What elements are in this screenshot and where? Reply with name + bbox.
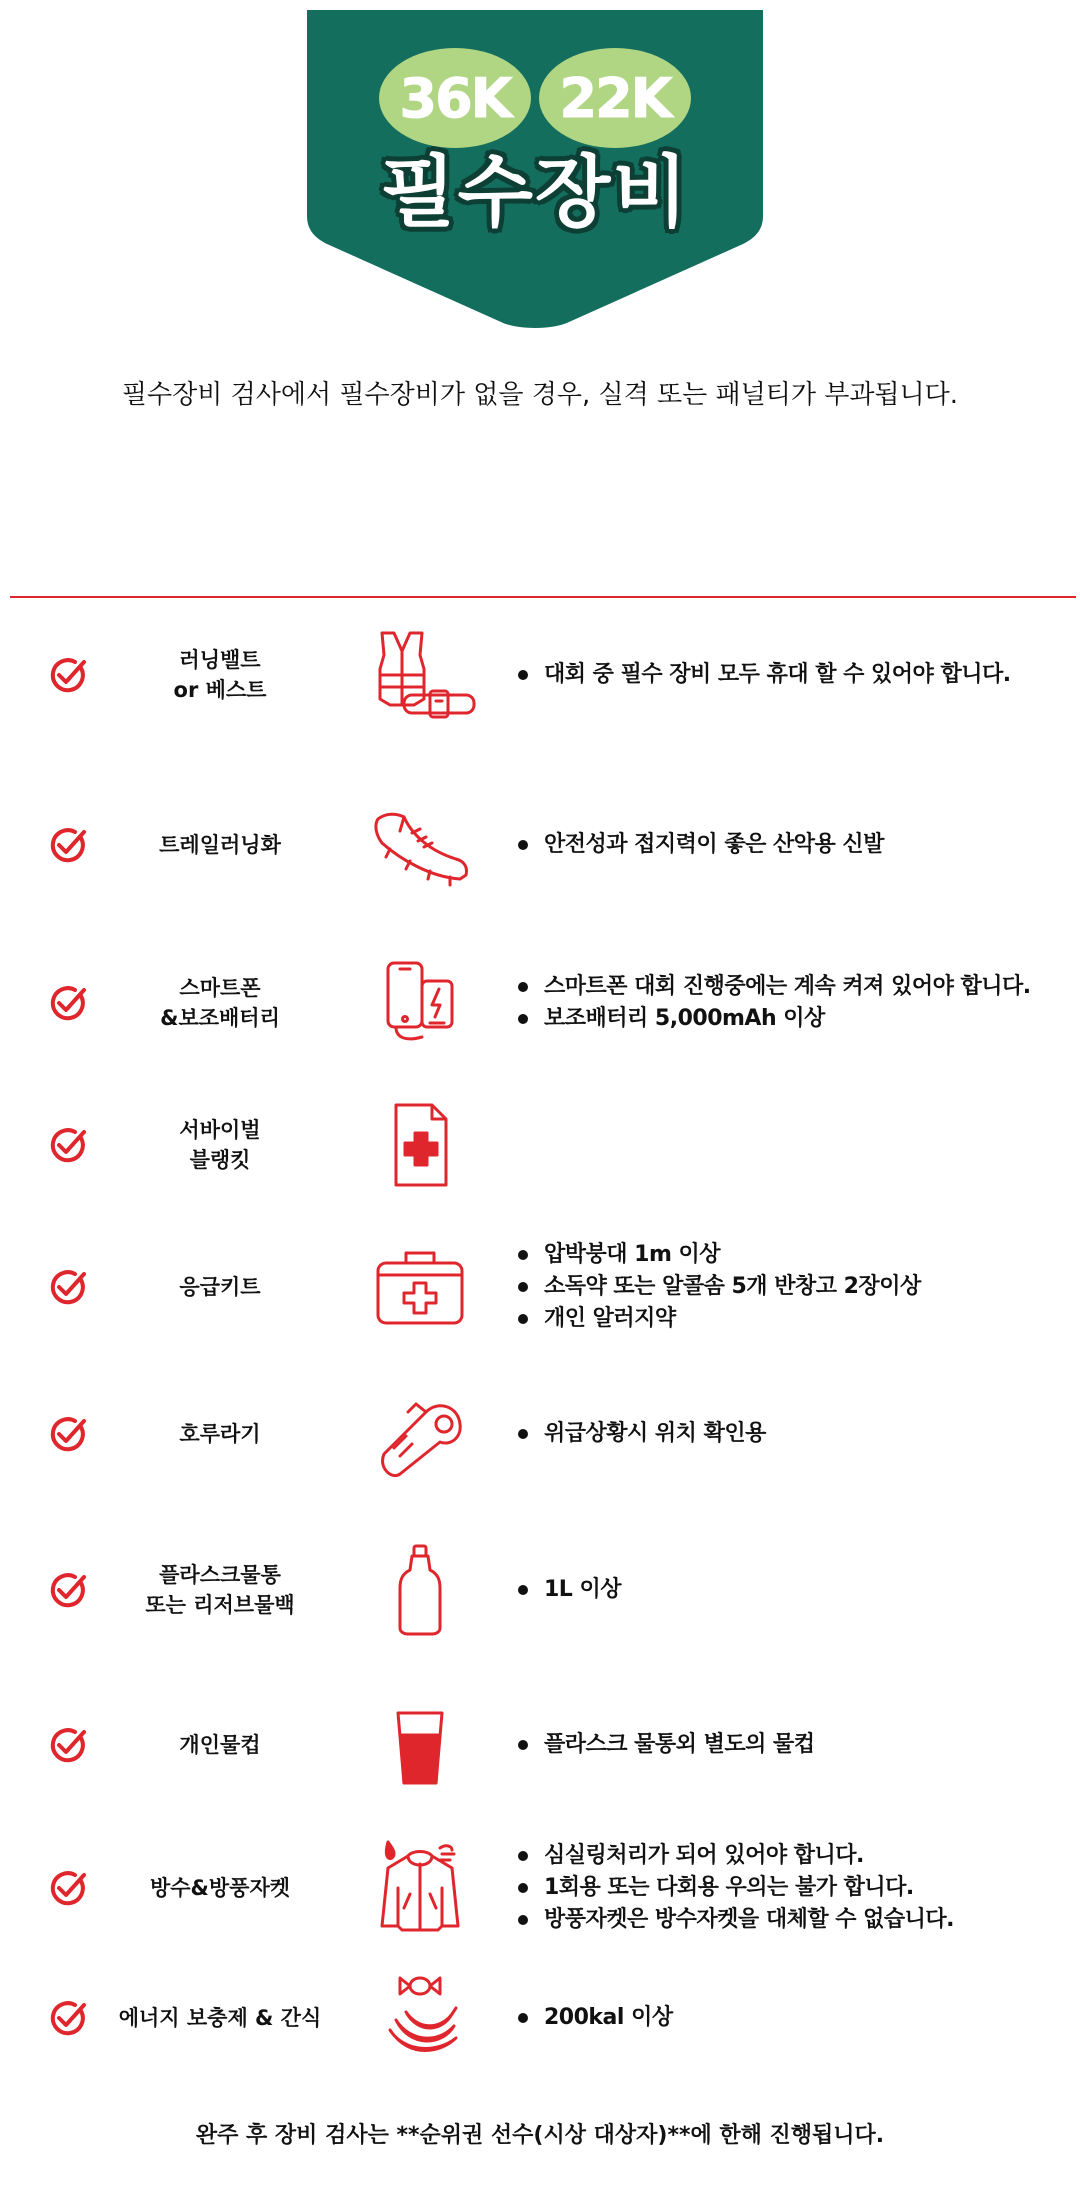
header-badge xyxy=(307,10,763,332)
equipment-name xyxy=(100,1419,340,1449)
equipment-note: 소독약 또는 알콜솜 5개 반창고 2장이상 xyxy=(518,1271,1058,1303)
checkmark-icon xyxy=(48,1998,88,2038)
equipment-notes xyxy=(518,971,1058,1035)
equipment-name-line: 방수&방풍자켓 xyxy=(149,1876,291,1900)
equipment-note: 개인 알러지약 xyxy=(518,1303,1058,1335)
checkmark-icon xyxy=(48,1125,88,1165)
running-vest-belt-icon xyxy=(360,625,480,725)
equipment-name-line: 서바이벌 xyxy=(179,1118,261,1142)
equipment-name xyxy=(100,1873,340,1903)
trail-shoe-icon xyxy=(360,795,480,895)
equipment-note: 방풍자켓은 방수자켓을 대체할 수 없습니다. xyxy=(518,1904,1058,1936)
equipment-note: 스마트폰 대회 진행중에는 계속 켜져 있어야 합니다. xyxy=(518,971,1058,1003)
equipment-name-line: 플라스크물통 xyxy=(159,1563,281,1587)
candy-banana-icon xyxy=(360,1968,480,2068)
equipment-note: 심실링처리가 되어 있어야 합니다. xyxy=(518,1840,1058,1872)
flask-bottle-icon xyxy=(360,1540,480,1640)
equipment-name-line: 스마트폰 xyxy=(179,976,261,1000)
page-title: 필수장비 xyxy=(380,148,690,238)
cup-icon xyxy=(360,1695,480,1795)
checkmark-icon xyxy=(48,1414,88,1454)
distance-badge-22k: 22K xyxy=(539,48,691,148)
whistle-icon xyxy=(360,1384,480,1484)
equipment-notes xyxy=(518,1574,1058,1606)
equipment-notes xyxy=(518,1729,1058,1761)
waterproof-jacket-icon xyxy=(360,1838,480,1938)
distance-badge-36k: 36K xyxy=(379,48,531,148)
equipment-name xyxy=(100,1730,340,1760)
equipment-note: 대회 중 필수 장비 모두 휴대 할 수 있어야 합니다. xyxy=(518,659,1058,691)
equipment-notes xyxy=(518,2002,1058,2034)
checkmark-icon xyxy=(48,1725,88,1765)
equipment-name-line: &보조배터리 xyxy=(160,1006,280,1030)
equipment-name-line: or 베스트 xyxy=(173,678,267,702)
equipment-name-line: 에너지 보충제 & 간식 xyxy=(118,2006,322,2030)
checkmark-icon xyxy=(48,655,88,695)
first-aid-kit-icon xyxy=(360,1237,480,1337)
equipment-notes xyxy=(518,659,1058,691)
footer-note: 완주 후 장비 검사는 **순위권 선수(시상 대상자)**에 한해 진행됩니다. xyxy=(195,2123,885,2148)
equipment-name-line: 트레일러닝화 xyxy=(159,833,281,857)
equipment-name xyxy=(100,973,340,1033)
checkmark-icon xyxy=(48,1868,88,1908)
equipment-name xyxy=(100,1115,340,1175)
checkmark-icon xyxy=(48,825,88,865)
equipment-note: 압박붕대 1m 이상 xyxy=(518,1239,1058,1271)
checkmark-icon xyxy=(48,1267,88,1307)
equipment-name xyxy=(100,645,340,705)
equipment-name xyxy=(100,1560,340,1620)
equipment-name xyxy=(100,830,340,860)
equipment-note: 위급상황시 위치 확인용 xyxy=(518,1418,1058,1450)
equipment-note: 200kal 이상 xyxy=(518,2002,1058,2034)
medical-document-icon xyxy=(360,1095,480,1195)
equipment-note: 보조배터리 5,000mAh 이상 xyxy=(518,1003,1058,1035)
equipment-note: 1L 이상 xyxy=(518,1574,1058,1606)
checkmark-icon xyxy=(48,983,88,1023)
equipment-name xyxy=(100,1272,340,1302)
equipment-notes xyxy=(518,829,1058,861)
equipment-notes xyxy=(518,1840,1058,1936)
intro-text: 필수장비 검사에서 필수장비가 없을 경우, 실격 또는 패널티가 부과됩니다. xyxy=(121,380,959,410)
equipment-notes xyxy=(518,1418,1058,1450)
equipment-name-line: 또는 리저브물백 xyxy=(145,1593,295,1617)
equipment-name-line: 응급키트 xyxy=(179,1275,261,1299)
equipment-note: 플라스크 물통외 별도의 물컵 xyxy=(518,1729,1058,1761)
equipment-note: 1회용 또는 다회용 우의는 불가 합니다. xyxy=(518,1872,1058,1904)
equipment-name-line: 러닝밸트 xyxy=(179,648,261,672)
smartphone-battery-icon xyxy=(360,953,480,1053)
checkmark-icon xyxy=(48,1570,88,1610)
divider-line xyxy=(10,596,1076,598)
equipment-name-line: 블랭킷 xyxy=(189,1148,251,1172)
equipment-notes xyxy=(518,1239,1058,1335)
equipment-name xyxy=(100,2003,340,2033)
equipment-name-line: 호루라기 xyxy=(179,1422,261,1446)
equipment-name-line: 개인물컵 xyxy=(179,1733,261,1757)
equipment-note: 안전성과 접지력이 좋은 산악용 신발 xyxy=(518,829,1058,861)
